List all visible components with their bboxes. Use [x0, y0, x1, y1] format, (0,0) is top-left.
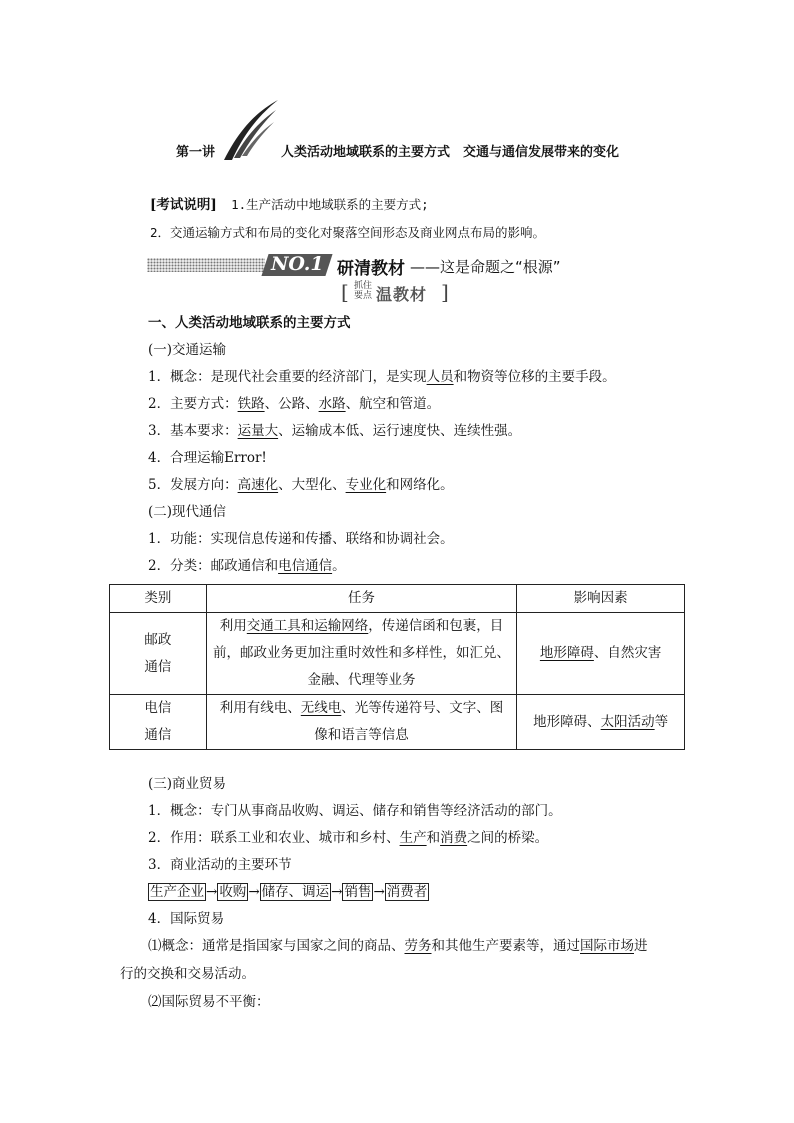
text: 通信 [144, 658, 172, 675]
text: 2．主要方式： [148, 396, 238, 412]
text: 、运输成本低、运行速度快、连续性强。 [278, 423, 522, 439]
text: 和网络化。 [386, 477, 454, 493]
chain-step: 生产企业 [150, 884, 204, 900]
text: 利用 [219, 618, 247, 634]
text: 2．分类：邮政通信和 [148, 558, 279, 574]
page-title: 人类活动地域联系的主要方式 交通与通信发展带来的变化 [281, 145, 620, 160]
header-swoosh-logo [222, 98, 282, 162]
table-row [110, 613, 685, 695]
exam-note [150, 196, 429, 214]
transport-heading: (一)交通运输 [148, 342, 227, 358]
table-cell-factor [517, 613, 685, 695]
text: ⑴概念：通常是指国家与国家之间的商品、 [148, 938, 405, 954]
exam-note-label: [考试说明] [150, 197, 217, 213]
table-header-cell: 类别 [110, 585, 207, 613]
text: 通信 [144, 727, 172, 743]
chain-step: 销售 [344, 884, 372, 900]
section-heading: 一、人类活动地域联系的主要方式 [148, 315, 351, 331]
trade-line4: 4．国际贸易 [148, 911, 225, 927]
trade-line3: 3．商业活动的主要环节 [148, 857, 292, 873]
blank-answer: 地形障碍 [539, 645, 594, 661]
chain-step: 消费者 [386, 884, 428, 900]
banner-tag-main: 温教材 [376, 285, 428, 304]
banner-tag-small-bottom: 要点 [354, 291, 373, 301]
text: 2．作用：联系工业和农业、城市和乡村、 [148, 830, 400, 846]
chain-arrow: → [331, 884, 343, 900]
text: 前，邮政业务更加注重时效性和多样性，如汇兑、 [213, 645, 511, 661]
chain-arrow: → [248, 884, 260, 900]
comm-line1: 1．功能：实现信息传递和传播、联络和协调社会。 [148, 531, 454, 547]
text: 和 [426, 830, 441, 846]
text: 1．概念：是现代社会重要的经济部门，是实现 [148, 369, 427, 385]
blank-answer: 高速化 [237, 477, 279, 493]
text: ，传递信函和包裹，目 [368, 618, 504, 634]
banner-badge-text: NO.1 [271, 253, 324, 275]
text: 利用有线电、 [219, 700, 301, 716]
transport-line5 [148, 476, 454, 494]
table-header-row [110, 585, 685, 613]
blank-answer: 劳务 [404, 938, 432, 954]
transport-line4: 4．合理运输Error! [148, 450, 267, 466]
text: 像和语言等信息 [314, 727, 409, 743]
table-cell-category [110, 613, 207, 695]
table-row [110, 695, 685, 750]
comm-heading: (二)现代通信 [148, 504, 227, 520]
banner-tag-bracket-left: [ [341, 280, 349, 304]
table-header-cell: 任务 [206, 585, 516, 613]
text: 、光等传递符号、文字、图 [341, 700, 504, 716]
text: 、航空和管道。 [345, 396, 441, 412]
trade-line1: 1．概念：专门从事商品收购、调运、储存和销售等经济活动的部门。 [148, 803, 562, 819]
blank-answer: 国际市场 [580, 938, 634, 954]
blank-answer: 人员 [426, 369, 454, 385]
text: 等 [654, 713, 669, 730]
lecture-number: 第一讲 [176, 145, 216, 160]
text: 5．发展方向： [148, 477, 238, 493]
blank-answer: 铁路 [237, 396, 265, 412]
banner-tag [341, 281, 451, 303]
table-cell-task [206, 695, 516, 750]
text: 和物资等位移的主要手段。 [453, 369, 616, 385]
banner-dotted-bar [147, 258, 265, 272]
text: 、大型化、 [278, 477, 346, 493]
exam-note-item2: 2．交通运输方式和布局的变化对聚落空间形态及商业网点布局的影响。 [150, 225, 546, 240]
transport-line3 [148, 422, 521, 440]
blank-answer: 太阳活动 [600, 713, 655, 730]
blank-answer: 消费 [440, 830, 468, 846]
text: 和其他生产要素等，通过 [431, 938, 580, 954]
trade-para2: ⑵国际贸易不平衡： [148, 994, 270, 1010]
communication-table [109, 584, 685, 750]
chain-arrow: → [373, 884, 385, 900]
chain-step: 收购 [219, 884, 247, 900]
text: 金融、代理等业务 [307, 672, 416, 688]
table-cell-category [110, 695, 207, 750]
trade-heading: (三)商业贸易 [148, 776, 227, 792]
trade-para1 [148, 937, 648, 955]
transport-line2 [148, 395, 440, 413]
comm-line2 [148, 557, 346, 575]
text: 3．基本要求： [148, 423, 238, 439]
table-cell-factor [517, 695, 685, 750]
exam-note-item1: 1.生产活动中地域联系的主要方式; [231, 197, 429, 212]
blank-answer: 运量大 [237, 423, 279, 439]
table-cell-task [206, 613, 516, 695]
blank-answer: 专业化 [345, 477, 387, 493]
banner-tag-small-top: 抓住 [354, 281, 373, 291]
text: 、公路、 [264, 396, 319, 412]
chain-step: 储存、调运 [261, 884, 330, 900]
text: 、自然灾害 [593, 645, 662, 661]
transport-line1 [148, 368, 616, 386]
table-header-cell: 影响因素 [517, 585, 685, 613]
text: 之间的桥梁。 [467, 830, 549, 846]
blank-answer: 电信通信 [278, 558, 333, 574]
text: 。 [332, 558, 346, 574]
chain-arrow: → [206, 884, 218, 900]
blank-answer: 生产 [399, 830, 427, 846]
banner-main: 研清教材 [337, 259, 405, 279]
trade-line2 [148, 829, 548, 847]
banner-tag-bracket-right: ] [441, 280, 449, 304]
blank-answer: 交通工具和运输网络 [246, 618, 369, 634]
text: 进 [634, 938, 648, 954]
trade-chain [148, 883, 429, 901]
text: 邮政 [144, 631, 172, 648]
banner-sub: ——这是命题之“根源” [410, 258, 561, 276]
blank-answer: 无线电 [300, 700, 342, 716]
text: 地形障碍、 [533, 713, 601, 730]
trade-para1-cont: 行的交换和交易活动。 [120, 966, 255, 982]
blank-answer: 水路 [318, 396, 346, 412]
text: 电信 [144, 700, 172, 716]
